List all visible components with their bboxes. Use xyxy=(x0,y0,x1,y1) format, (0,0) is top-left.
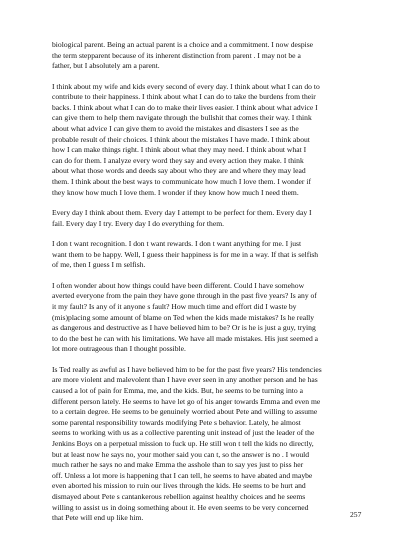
paragraph-recognition: I don t want recognition. I don t want rewards. I don t want anything for me. I just want them to be happy. Well, I guess their happiness is for me in a way. If that is selfish of me, then I guess I m selfish. xyxy=(52,239,319,270)
paragraph-parent-definition: biological parent. Being an actual parent is a choice and a commitment. I now despise the term stepparent because of its inherent distinction from parent . I may not be a father, but I absolutely am a parent. xyxy=(52,40,314,71)
document-page xyxy=(52,40,374,534)
page-number: 257 xyxy=(350,510,362,519)
paragraph-ted: Is Ted really as awful as I have believed him to be for the past five years? His tendencies are more violent and malevolent than I have ever seen in any another person and he has caused a lot of pain for Emma, me, and the kids. But, he seems to be turning into a different person lately. He seems to have let go of his anger towards Emma and even me to a certain degree. He seems to be genuinely worried about Pete and willing to assume some parental responsibility towards modifying Pete s behavior. Lately, he almost seems to working with us as a collective parenting unit instead of just the leader of the Jenkins Boys on a perpetual mission to fuck up. He still won t tell the kids no directly, but at least now he says no, your mother said you can t, so the answer is no . I would much rather he says no and make Emma the asshole than to say yes just to piss her off. Unless a lot more is happening that I can tell, he seems to have abated and maybe even aborted his mission to ruin our lives through the kids. He seems to be hurt and dismayed about Pete s cantankerous rebellion against healthy choices and he seems willing to assist us in doing something about it. He even seems to be very concerned that Pete will end up like him. xyxy=(52,364,322,523)
paragraph-wonder-different: I often wonder about how things could have been different. Could I have somehow averted everyone from the pain they have gone through in the past five years? Is any of it my fault? Is any of it anyone s fault? How much time and effort did I waste by (mis)placing some amount of blame on Ted when the kids made mistakes? Is he really as dangerous and destructive as I have believed him to be? Or is he is just a guy, trying to do the best he can with his limitations. We have all made mistakes. His just seemed a lot more outrageous than I thought possible. xyxy=(52,280,319,354)
paragraph-thinking-about-family: I think about my wife and kids every second of every day. I think about what I can do to contribute to their happiness. I think about what I can do to take the burdens from their backs. I think about what I can do to make their lives easier. I think about what advice I can give them to help them navigate through the bullshit that comes their way. I think about what advice I can give them to avoid the mistakes and disasters I see as the probable result of their choices. I think about the mistakes I have made. I think about how I can make things right. I think about what they may need. I think about what I can do for them. I analyze every word they say and every action they make. I think about what those words and deeds say about who they are and where they may lead them. I think about the best ways to communicate how much I love them. I wonder if they know how much I love them. I wonder if they know how much I need them. xyxy=(52,81,320,197)
paragraph-every-day: Every day I think about them. Every day I attempt to be perfect for them. Every day I fail. Every day I try. Every day I do everything for them. xyxy=(52,208,312,228)
